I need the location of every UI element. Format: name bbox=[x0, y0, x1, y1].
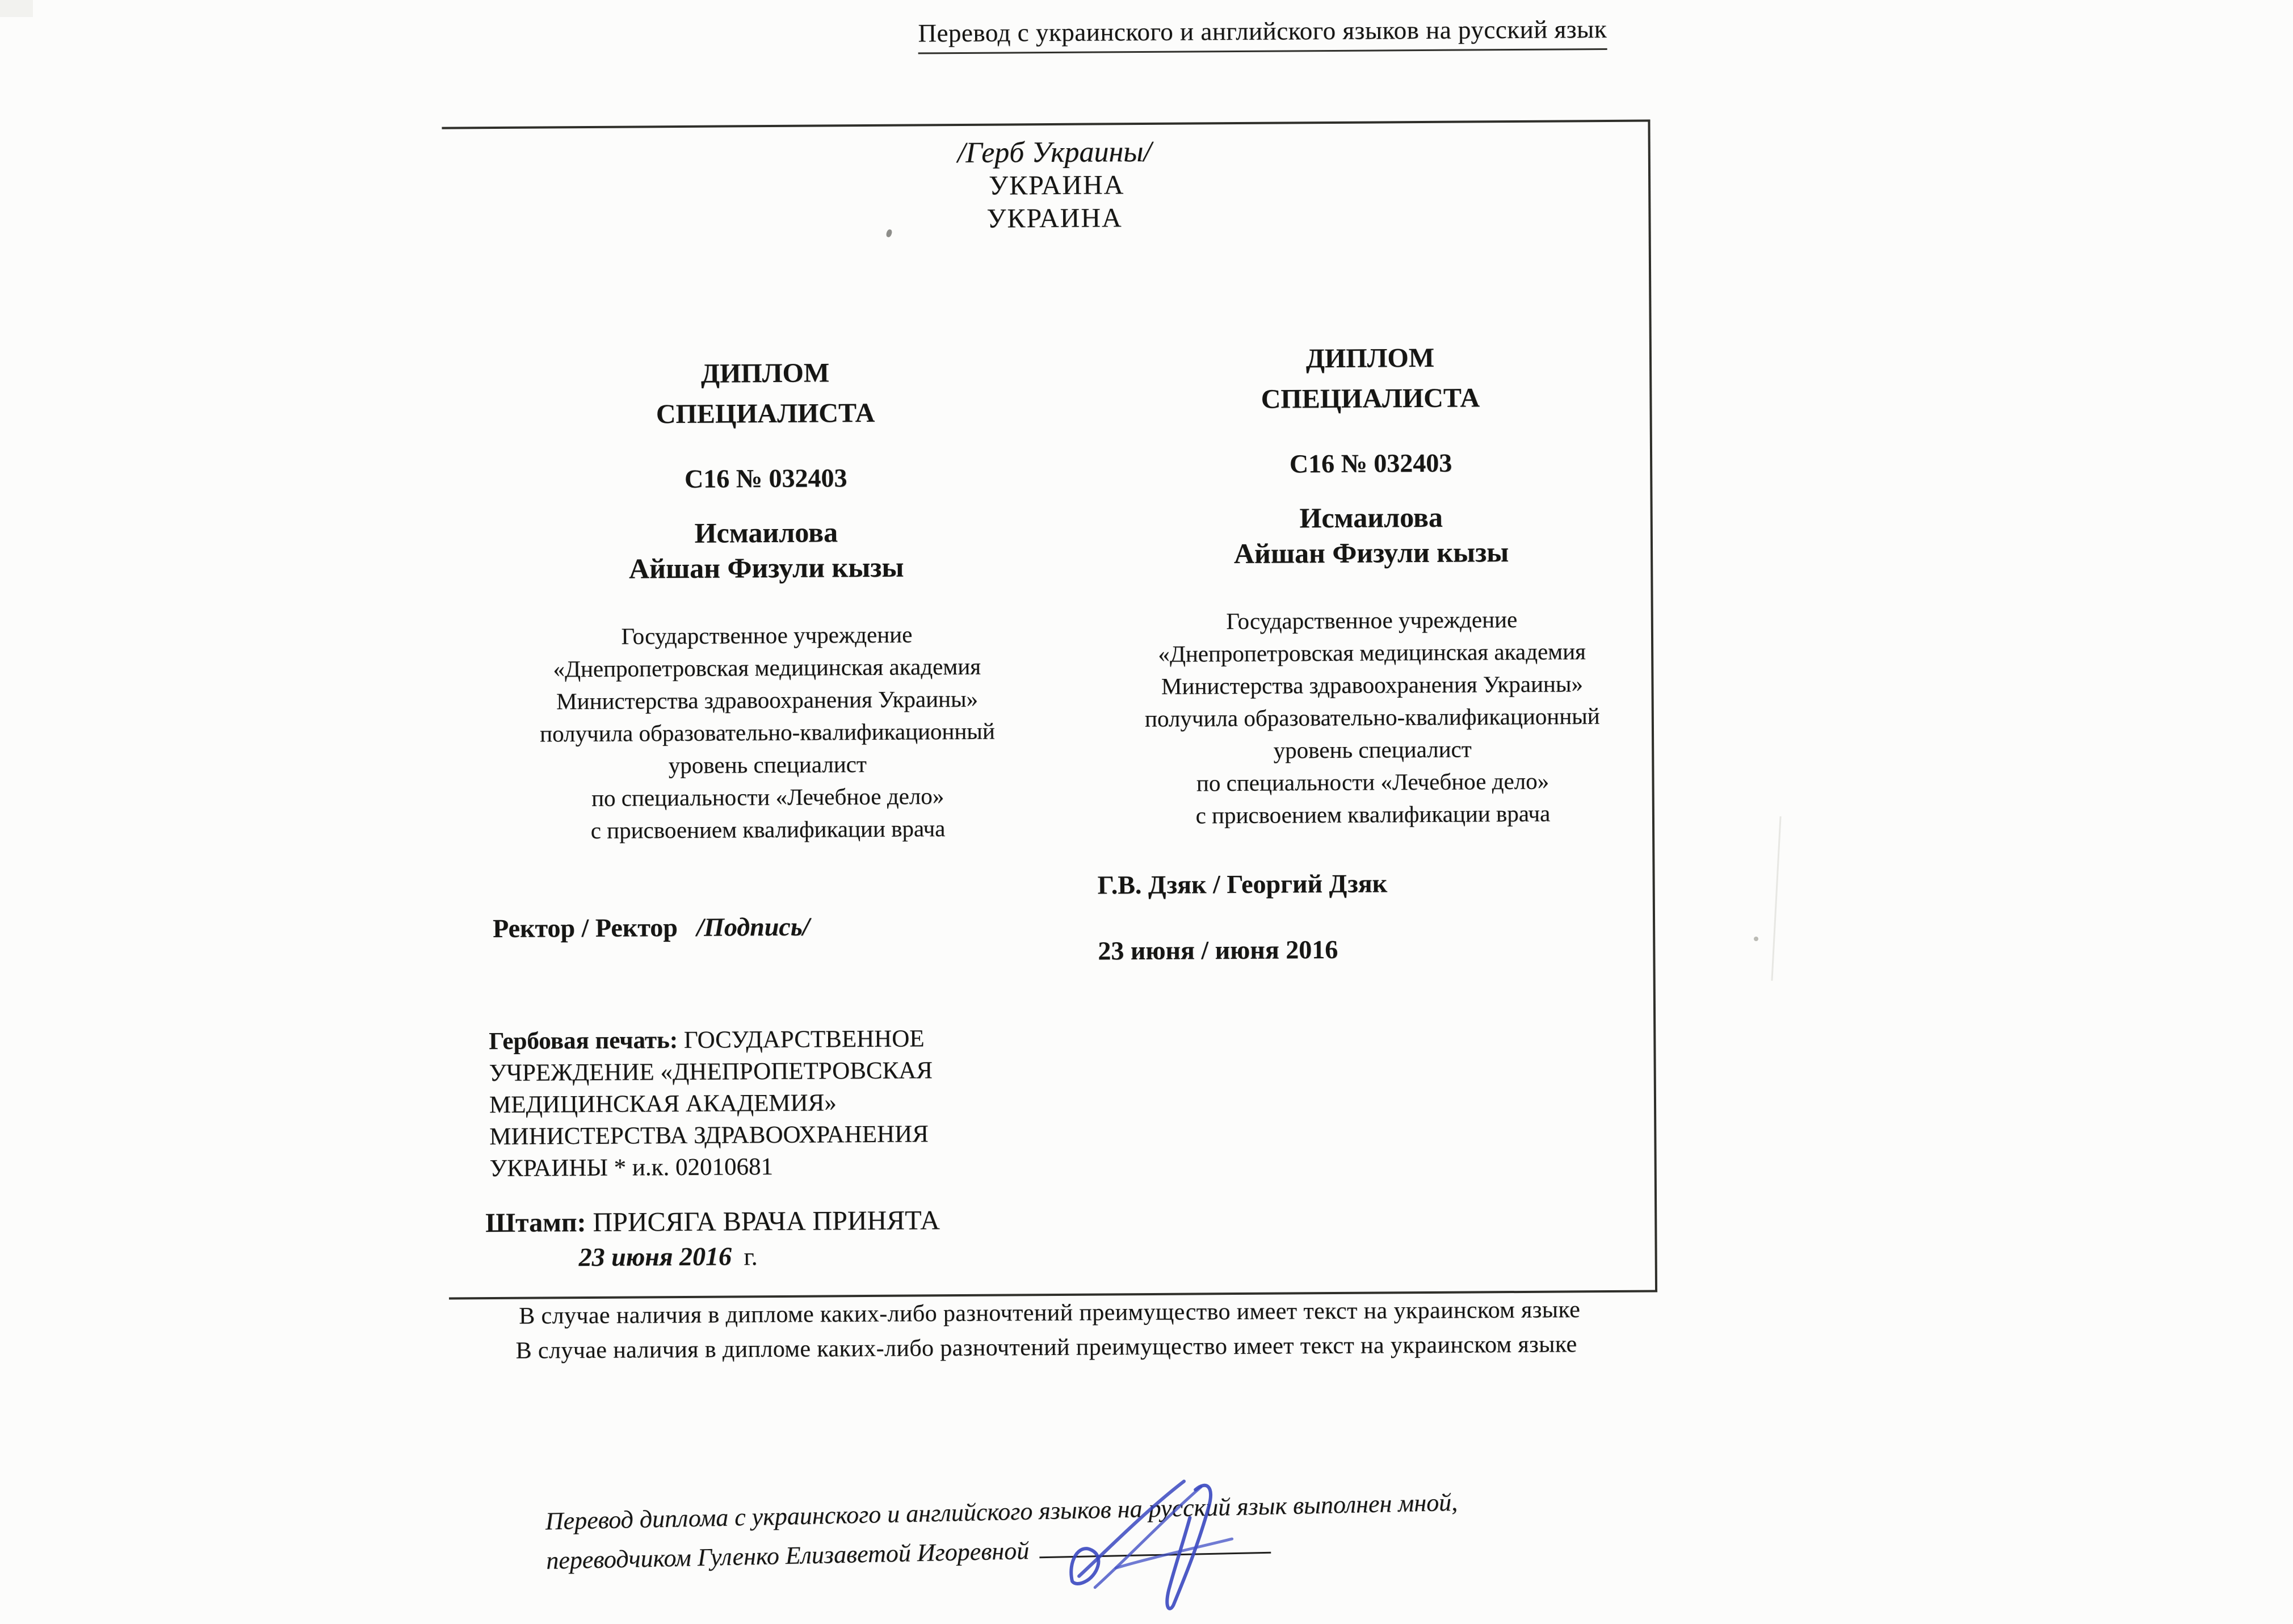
body-line: Министерства здравоохранения Украины» bbox=[1161, 670, 1584, 699]
body-line: уровень специалист bbox=[1273, 736, 1472, 763]
seal-label: Гербовая печать: bbox=[489, 1027, 678, 1055]
translator-signature-ink bbox=[1061, 1464, 1261, 1615]
body-line: получила образовательно-квалификационный bbox=[1144, 703, 1600, 732]
stamp-date-suffix: г. bbox=[744, 1243, 758, 1271]
rector-label: Ректор / Ректор bbox=[492, 913, 678, 943]
holder-name bbox=[516, 513, 1017, 586]
body-line: с присвоением квалификации врача bbox=[590, 815, 946, 844]
body-line: получила образовательно-квалификационный bbox=[540, 717, 995, 747]
diploma-title bbox=[1120, 337, 1620, 420]
diploma-title-line1: ДИПЛОМ bbox=[1305, 342, 1435, 374]
translator-line-2: переводчиком Гуленко Елизаветой Игоревной bbox=[545, 1537, 1030, 1575]
diploma-body bbox=[1122, 603, 1623, 832]
seal-line1-rest: ГОСУДАРСТВЕННОЕ bbox=[683, 1025, 925, 1054]
seal-line: УКРАИНЫ * и.к. 02010681 bbox=[489, 1153, 774, 1182]
signature-placeholder: /Подпись/ bbox=[696, 912, 810, 942]
disclaimer-line-1: В случае наличия в дипломе каких-либо разночтений преимущество имеет текст на украинском языке bbox=[519, 1296, 1581, 1329]
stamp-date: 23 июня 2016 bbox=[578, 1241, 732, 1272]
holder-given-names: Айшан Физули кызы bbox=[1233, 536, 1509, 570]
body-line: уровень специалист bbox=[668, 751, 867, 779]
diploma-title bbox=[515, 351, 1015, 435]
body-line: по специальности «Лечебное дело» bbox=[1196, 767, 1549, 796]
body-line: Министерства здравоохранения Украины» bbox=[556, 685, 978, 715]
diploma-title-line2: СПЕЦИАЛИСТА bbox=[656, 397, 875, 430]
stamp-text-line bbox=[485, 1205, 940, 1239]
seal-line bbox=[489, 1023, 933, 1058]
seal-line: МИНИСТЕРСТВА ЗДРАВООХРАНЕНИЯ bbox=[489, 1121, 929, 1151]
translator-line-1: Перевод диплома с украинского и английского языков на русский язык выполнен мной, bbox=[545, 1488, 1458, 1535]
diploma-column-left bbox=[515, 351, 1018, 847]
holder-surname: Исмаилова bbox=[694, 516, 838, 549]
diploma-body bbox=[517, 618, 1018, 847]
seal-line: УЧРЕЖДЕНИЕ «ДНЕПРОПЕТРОВСКАЯ bbox=[489, 1057, 933, 1087]
body-line: «Днепропетровская медицинская академия bbox=[1158, 638, 1586, 667]
translator-attestation bbox=[545, 1488, 1459, 1575]
issue-date-line: 23 июня / июня 2016 bbox=[1098, 934, 1338, 966]
country-line-1: УКРАИНА bbox=[988, 170, 1125, 201]
stamp-label: Штамп: bbox=[485, 1207, 586, 1239]
country-line-2: УКРАИНА bbox=[986, 203, 1123, 234]
diploma-column-right bbox=[1120, 337, 1623, 832]
diploma-number: С16 № 032403 bbox=[684, 463, 847, 493]
holder-given-names: Айшан Физули кызы bbox=[628, 551, 904, 585]
stamp-date-line bbox=[578, 1241, 757, 1272]
holder-surname: Исмаилова bbox=[1299, 501, 1443, 534]
holder-name bbox=[1122, 498, 1622, 572]
body-line: «Днепропетровская медицинская академия bbox=[553, 653, 981, 682]
disclaimer-line-2: В случае наличия в дипломе каких-либо разночтений преимущество имеет текст на украинском языке bbox=[515, 1331, 1577, 1364]
body-line: Государственное учреждение bbox=[1226, 606, 1518, 635]
body-line: Государственное учреждение bbox=[621, 621, 913, 649]
rector-signature-line bbox=[493, 912, 810, 943]
translator-line-2-row bbox=[546, 1527, 1459, 1575]
stamp-text: ПРИСЯГА ВРАЧА ПРИНЯТА bbox=[593, 1205, 940, 1237]
diploma-number: С16 № 032403 bbox=[1289, 448, 1452, 479]
translation-header-text: Перевод с украинского и английского языков на русский язык bbox=[918, 15, 1607, 54]
diploma-title-line2: СПЕЦИАЛИСТА bbox=[1261, 383, 1480, 414]
rector-name-line: Г.В. Дзяк / Георгий Дзяк bbox=[1097, 868, 1388, 900]
official-seal-text bbox=[489, 1023, 933, 1185]
seal-line: МЕДИЦИНСКАЯ АКАДЕМИЯ» bbox=[489, 1089, 837, 1119]
emblem-note: /Герб Украины/ bbox=[957, 135, 1152, 170]
translation-header bbox=[918, 14, 1607, 48]
diploma-title-line1: ДИПЛОМ bbox=[700, 358, 830, 389]
body-line: по специальности «Лечебное дело» bbox=[591, 783, 944, 811]
body-line: с присвоением квалификации врача bbox=[1195, 800, 1551, 829]
